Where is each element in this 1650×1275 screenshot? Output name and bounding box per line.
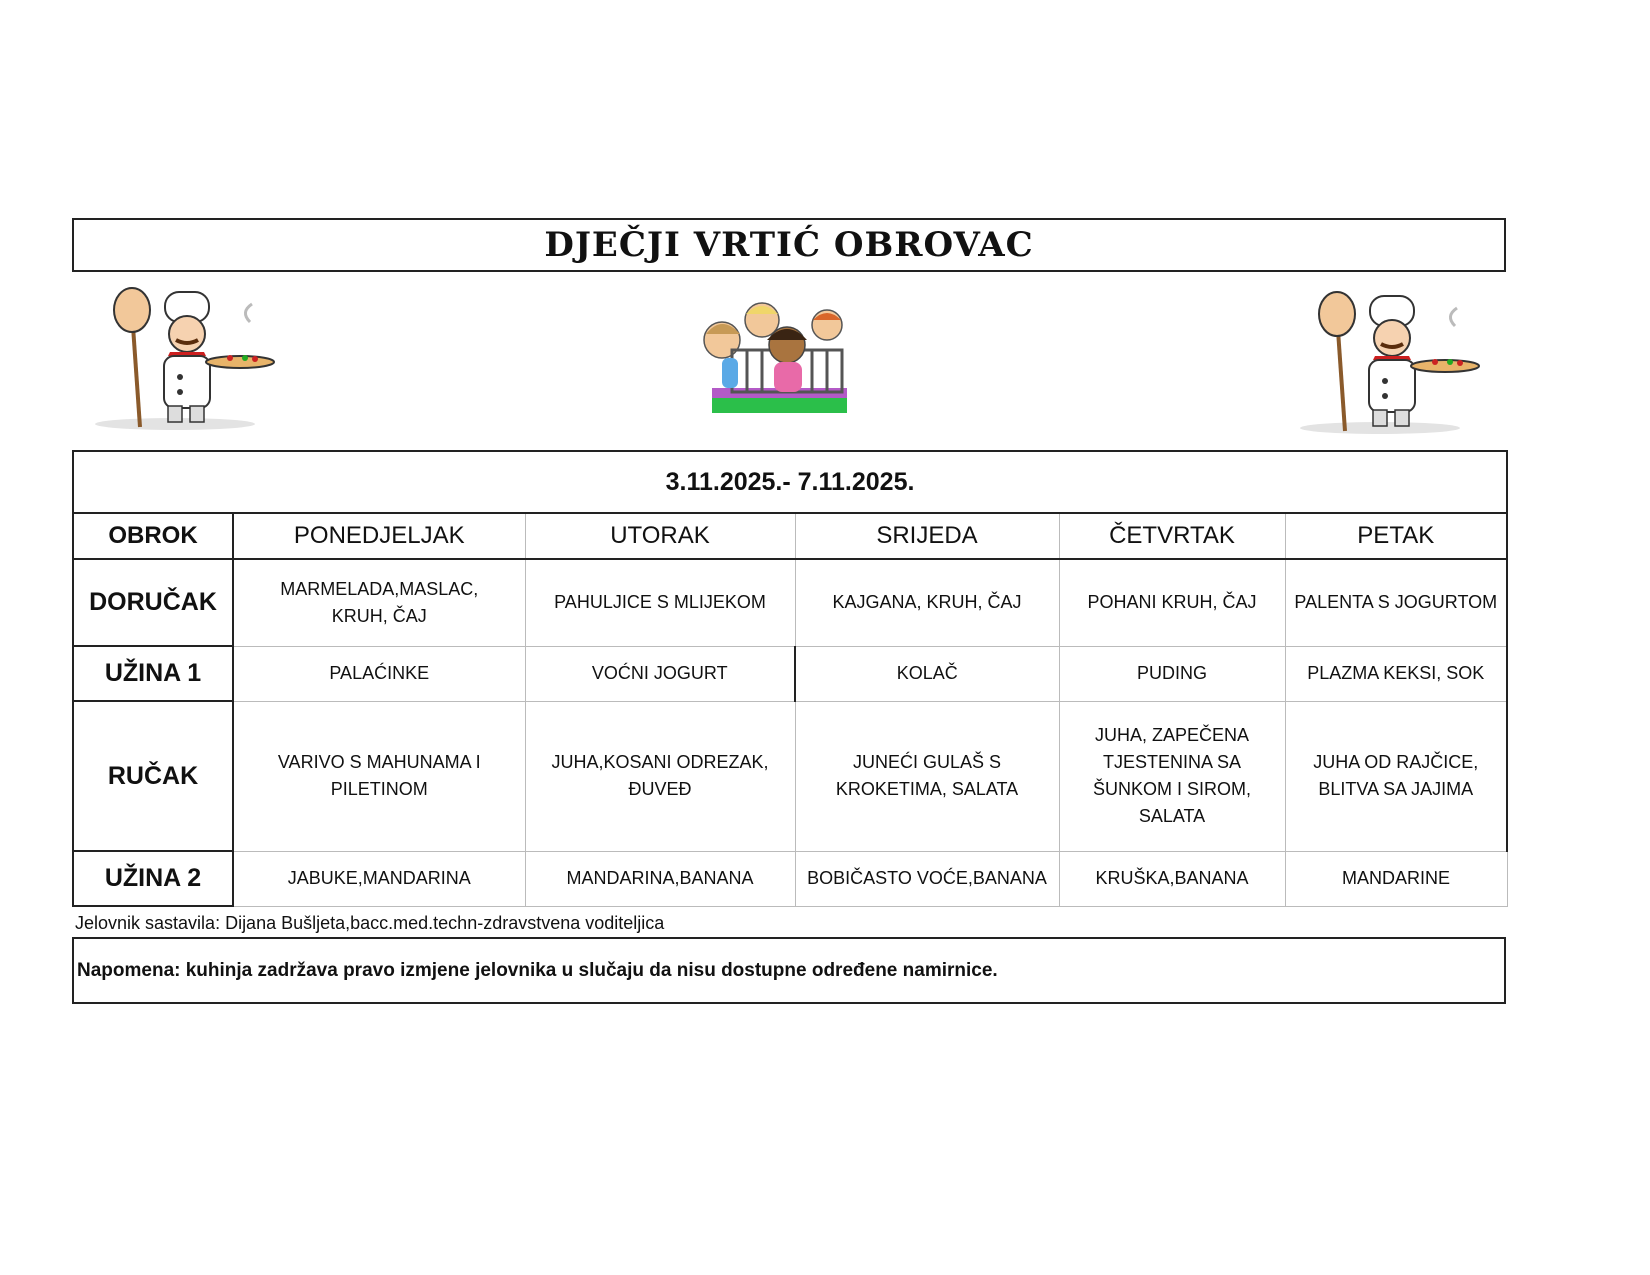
- menu-table: [72, 450, 1508, 907]
- menu-cell: VOĆNI JOGURT: [525, 646, 795, 701]
- column-header-day: UTORAK: [525, 513, 795, 559]
- table-row: [73, 701, 1507, 851]
- table-row: [73, 559, 1507, 646]
- title-box: [72, 218, 1506, 272]
- meal-label: UŽINA 1: [73, 646, 233, 701]
- date-row: [73, 451, 1507, 513]
- date-range: 3.11.2025.- 7.11.2025.: [73, 451, 1507, 513]
- menu-cell: MARMELADA,MASLAC, KRUH, ČAJ: [233, 559, 525, 646]
- note-text: Napomena: kuhinja zadržava pravo izmjene jelovnika u slučaju da nisu dostupne određene namirnice.: [77, 959, 998, 981]
- column-header-day: SRIJEDA: [795, 513, 1059, 559]
- menu-cell: JABUKE,MANDARINA: [233, 851, 525, 906]
- chef-icon: [1285, 286, 1485, 436]
- menu-cell: PALENTA S JOGURTOM: [1285, 559, 1507, 646]
- menu-cell: JUHA, ZAPEČENA TJESTENINA SA ŠUNKOM I SIROM, SALATA: [1059, 701, 1285, 851]
- menu-cell: KOLAČ: [795, 646, 1059, 701]
- menu-cell: KRUŠKA,BANANA: [1059, 851, 1285, 906]
- meal-label: RUČAK: [73, 701, 233, 851]
- menu-cell: PLAZMA KEKSI, SOK: [1285, 646, 1507, 701]
- column-header-day: PETAK: [1285, 513, 1507, 559]
- menu-cell: BOBIČASTO VOĆE,BANANA: [795, 851, 1059, 906]
- children-icon: [692, 300, 860, 418]
- menu-cell: JUNEĆI GULAŠ S KROKETIMA, SALATA: [795, 701, 1059, 851]
- menu-cell: JUHA OD RAJČICE, BLITVA SA JAJIMA: [1285, 701, 1507, 851]
- author-line: Jelovnik sastavila: Dijana Bušljeta,bacc.med.techn-zdravstvena voditeljica: [75, 913, 665, 933]
- column-header-day: ČETVRTAK: [1059, 513, 1285, 559]
- note-box: [72, 937, 1506, 1004]
- column-header-day: PONEDJELJAK: [233, 513, 525, 559]
- header-row: [73, 513, 1507, 559]
- meal-label: UŽINA 2: [73, 851, 233, 906]
- menu-cell: KAJGANA, KRUH, ČAJ: [795, 559, 1059, 646]
- table-row: [73, 646, 1507, 701]
- column-header-meal: OBROK: [73, 513, 233, 559]
- menu-cell: JUHA,KOSANI ODREZAK, ĐUVEĐ: [525, 701, 795, 851]
- menu-cell: VARIVO S MAHUNAMA I PILETINOM: [233, 701, 525, 851]
- menu-cell: PUDING: [1059, 646, 1285, 701]
- table-row: [73, 851, 1507, 906]
- menu-cell: MANDARINA,BANANA: [525, 851, 795, 906]
- page-title: DJEČJI VRTIĆ OBROVAC: [544, 225, 1034, 265]
- menu-cell: PALAĆINKE: [233, 646, 525, 701]
- chef-icon: [80, 282, 280, 432]
- menu-cell: PAHULJICE S MLIJEKOM: [525, 559, 795, 646]
- meal-label: DORUČAK: [73, 559, 233, 646]
- menu-cell: POHANI KRUH, ČAJ: [1059, 559, 1285, 646]
- menu-cell: MANDARINE: [1285, 851, 1507, 906]
